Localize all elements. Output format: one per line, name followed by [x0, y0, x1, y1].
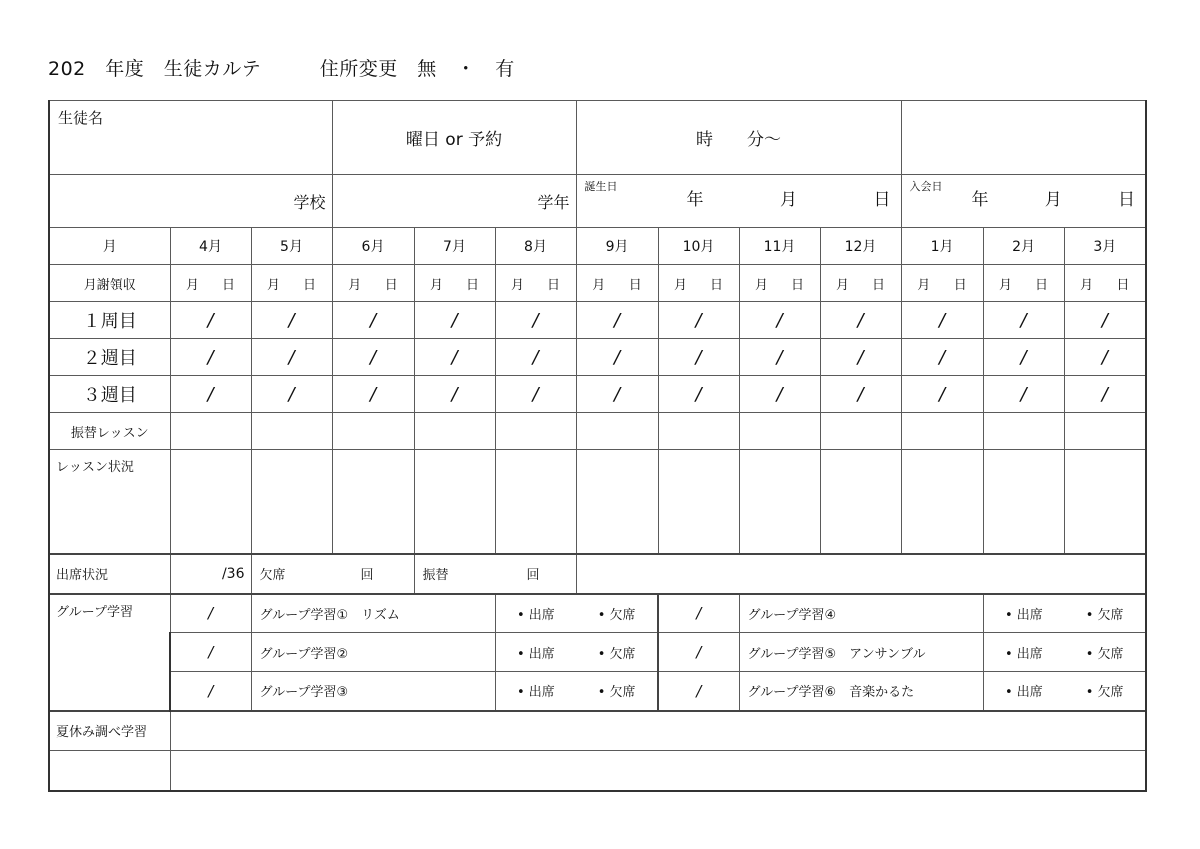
- months-header: 月: [49, 228, 170, 265]
- birthday-day: 日: [873, 189, 891, 210]
- week-cell[interactable]: /: [820, 376, 901, 413]
- school-label: 学校: [293, 192, 326, 212]
- month-col: 10月: [658, 228, 739, 265]
- absent-option[interactable]: • 欠席: [1085, 685, 1124, 701]
- present-option[interactable]: • 出席: [516, 685, 555, 701]
- group-row: [49, 672, 1146, 711]
- absent-cell[interactable]: [251, 554, 414, 594]
- fee-cell[interactable]: 月 日: [820, 265, 901, 302]
- group-date-cell[interactable]: /: [170, 672, 251, 711]
- week-cell[interactable]: /: [251, 339, 332, 376]
- week-row: [49, 302, 1146, 339]
- makeup-cell[interactable]: [414, 413, 495, 450]
- fee-label: 月謝領収: [49, 265, 170, 302]
- lesson-status-cell[interactable]: [1064, 450, 1146, 554]
- lesson-status-cell[interactable]: [495, 450, 576, 554]
- day-label: 曜日 or 予約: [405, 130, 503, 150]
- week-cell[interactable]: /: [1064, 302, 1146, 339]
- summary-cell[interactable]: [170, 711, 1146, 751]
- lesson-status-label: レッスン状況: [49, 450, 170, 554]
- fee-cell[interactable]: 月 日: [739, 265, 820, 302]
- week-cell[interactable]: /: [495, 302, 576, 339]
- attendance-total[interactable]: /36: [170, 554, 251, 594]
- lesson-status-cell[interactable]: [820, 450, 901, 554]
- week-cell[interactable]: /: [658, 376, 739, 413]
- group-date-cell[interactable]: /: [170, 633, 251, 672]
- makeup-cell[interactable]: [495, 413, 576, 450]
- attendance-makeup-times: 回: [526, 568, 540, 583]
- summary-label: 夏休み調べ学習: [49, 711, 170, 751]
- month-col: 9月: [576, 228, 658, 265]
- week-cell[interactable]: /: [739, 302, 820, 339]
- makeup-cell[interactable]: [251, 413, 332, 450]
- join-day: 日: [1118, 189, 1136, 210]
- summary-cell[interactable]: [170, 751, 1146, 791]
- week-cell[interactable]: /: [251, 376, 332, 413]
- week-cell[interactable]: /: [658, 339, 739, 376]
- week-label: １周目: [49, 302, 170, 339]
- week-cell[interactable]: /: [1064, 376, 1146, 413]
- fee-cell[interactable]: 月 日: [658, 265, 739, 302]
- day-cell[interactable]: [332, 101, 576, 175]
- makeup-cell[interactable]: [739, 413, 820, 450]
- week-row: [49, 339, 1146, 376]
- join-year: 年: [971, 189, 989, 210]
- lesson-status-cell[interactable]: [576, 450, 658, 554]
- week-cell[interactable]: /: [332, 339, 414, 376]
- absent-option[interactable]: • 欠席: [1085, 607, 1124, 623]
- present-option[interactable]: • 出席: [1005, 607, 1043, 623]
- group-item: グループ学習⑥ 音楽かるた: [739, 672, 983, 711]
- attendance-row: [49, 554, 1146, 594]
- lesson-status-cell[interactable]: [901, 450, 983, 554]
- student-name-label: 生徒名: [58, 109, 104, 127]
- group-date-cell[interactable]: /: [658, 594, 739, 633]
- makeup-cell[interactable]: [170, 413, 251, 450]
- makeup-cell[interactable]: [576, 413, 658, 450]
- week-cell[interactable]: /: [414, 302, 495, 339]
- fee-cell[interactable]: 月 日: [901, 265, 983, 302]
- group-item: グループ学習②: [251, 633, 495, 672]
- week-cell[interactable]: /: [820, 302, 901, 339]
- week-row: [49, 376, 1146, 413]
- week-cell[interactable]: /: [170, 339, 251, 376]
- student-name-cell[interactable]: [49, 101, 332, 175]
- time-cell[interactable]: [576, 101, 901, 175]
- week-cell[interactable]: /: [414, 376, 495, 413]
- group-row: [49, 633, 1146, 672]
- makeup-cell[interactable]: [820, 413, 901, 450]
- fee-cell[interactable]: 月 日: [576, 265, 658, 302]
- makeup-label: 振替レッスン: [49, 413, 170, 450]
- group-attendance[interactable]: [495, 633, 658, 672]
- absent-times: 回: [360, 568, 374, 583]
- fee-cell[interactable]: 月 日: [495, 265, 576, 302]
- week-cell[interactable]: /: [901, 376, 983, 413]
- group-date-cell[interactable]: /: [658, 672, 739, 711]
- makeup-row: [49, 413, 1146, 450]
- lesson-status-cell[interactable]: [414, 450, 495, 554]
- makeup-cell[interactable]: [1064, 413, 1146, 450]
- summary-row: [49, 751, 1146, 791]
- join-date-label: 入会日: [909, 180, 943, 193]
- fee-cell[interactable]: 月 日: [1064, 265, 1146, 302]
- join-date-cell[interactable]: [901, 175, 1146, 228]
- join-month: 月: [1044, 189, 1062, 210]
- week-label: ２週目: [49, 339, 170, 376]
- week-cell[interactable]: /: [170, 376, 251, 413]
- group-attendance[interactable]: [495, 594, 658, 633]
- group-date-cell[interactable]: /: [170, 594, 251, 633]
- summary-blank-label: [49, 751, 170, 791]
- week-cell[interactable]: /: [739, 339, 820, 376]
- week-cell[interactable]: /: [251, 302, 332, 339]
- group-attendance[interactable]: [983, 633, 1146, 672]
- lesson-status-row: [49, 450, 1146, 554]
- week-cell[interactable]: /: [901, 302, 983, 339]
- month-col: 4月: [170, 228, 251, 265]
- week-cell[interactable]: /: [495, 376, 576, 413]
- attendance-makeup-label: 振替: [422, 568, 449, 583]
- attendance-label: 出席状況: [49, 554, 170, 594]
- absent-option[interactable]: • 欠席: [597, 607, 636, 623]
- fee-cell[interactable]: 月 日: [332, 265, 414, 302]
- fee-cell[interactable]: 月 日: [414, 265, 495, 302]
- page-title: 202 年度 生徒カルテ 住所変更 無 ・ 有: [48, 58, 515, 80]
- month-col: 5月: [251, 228, 332, 265]
- fee-cell[interactable]: 月 日: [983, 265, 1064, 302]
- makeup-cell[interactable]: [983, 413, 1064, 450]
- month-col: 12月: [820, 228, 901, 265]
- week-cell[interactable]: /: [170, 302, 251, 339]
- birthday-cell[interactable]: [576, 175, 901, 228]
- week-cell[interactable]: /: [576, 339, 658, 376]
- absent-option[interactable]: • 欠席: [597, 685, 636, 701]
- week-cell[interactable]: /: [983, 376, 1064, 413]
- blank-cell[interactable]: [901, 101, 1146, 175]
- grade-cell[interactable]: [332, 175, 576, 228]
- summary-row: [49, 711, 1146, 751]
- group-attendance[interactable]: [983, 672, 1146, 711]
- lesson-status-cell[interactable]: [170, 450, 251, 554]
- attendance-makeup-cell[interactable]: [414, 554, 576, 594]
- absent-option[interactable]: • 欠席: [597, 646, 636, 662]
- week-cell[interactable]: /: [576, 302, 658, 339]
- time-label: 時 分～: [696, 130, 782, 150]
- group-attendance[interactable]: [983, 594, 1146, 633]
- present-option[interactable]: • 出席: [516, 646, 555, 662]
- group-item: グループ学習④: [739, 594, 983, 633]
- month-col: 11月: [739, 228, 820, 265]
- week-cell[interactable]: /: [1064, 339, 1146, 376]
- makeup-cell[interactable]: [658, 413, 739, 450]
- birthday-label: 誕生日: [584, 180, 618, 193]
- group-item: グループ学習① リズム: [251, 594, 495, 633]
- present-option[interactable]: • 出席: [1005, 685, 1043, 701]
- birthday-month: 月: [780, 189, 798, 210]
- makeup-cell[interactable]: [901, 413, 983, 450]
- attendance-blank[interactable]: [576, 554, 1146, 594]
- week-label: ３週目: [49, 376, 170, 413]
- month-col: 6月: [332, 228, 414, 265]
- present-option[interactable]: • 出席: [1005, 646, 1043, 662]
- week-cell[interactable]: /: [332, 302, 414, 339]
- week-cell[interactable]: /: [820, 339, 901, 376]
- grade-label: 学年: [537, 192, 570, 212]
- month-col: 1月: [901, 228, 983, 265]
- group-row: [49, 594, 1146, 633]
- lesson-status-cell[interactable]: [251, 450, 332, 554]
- lesson-status-cell[interactable]: [658, 450, 739, 554]
- makeup-cell[interactable]: [332, 413, 414, 450]
- week-cell[interactable]: /: [576, 376, 658, 413]
- week-cell[interactable]: /: [983, 302, 1064, 339]
- group-item: グループ学習③: [251, 672, 495, 711]
- group-label: グループ学習: [49, 594, 170, 711]
- fee-cell[interactable]: 月 日: [251, 265, 332, 302]
- lesson-status-cell[interactable]: [983, 450, 1064, 554]
- present-option[interactable]: • 出席: [516, 607, 555, 623]
- week-cell[interactable]: /: [414, 339, 495, 376]
- week-cell[interactable]: /: [739, 376, 820, 413]
- absent-label: 欠席: [259, 568, 286, 583]
- week-cell[interactable]: /: [658, 302, 739, 339]
- lesson-status-cell[interactable]: [332, 450, 414, 554]
- month-col: 7月: [414, 228, 495, 265]
- fee-row: [49, 265, 1146, 302]
- lesson-status-cell[interactable]: [739, 450, 820, 554]
- birthday-year: 年: [686, 189, 704, 210]
- week-cell[interactable]: /: [983, 339, 1064, 376]
- month-col: 2月: [983, 228, 1064, 265]
- absent-option[interactable]: • 欠席: [1085, 646, 1124, 662]
- fee-cell[interactable]: 月 日: [170, 265, 251, 302]
- group-attendance[interactable]: [495, 672, 658, 711]
- week-cell[interactable]: /: [332, 376, 414, 413]
- school-cell[interactable]: [49, 175, 332, 228]
- student-record-table: [48, 100, 1147, 792]
- month-col: 8月: [495, 228, 576, 265]
- group-item: グループ学習⑤ アンサンブル: [739, 633, 983, 672]
- month-col: 3月: [1064, 228, 1146, 265]
- group-date-cell[interactable]: /: [658, 633, 739, 672]
- week-cell[interactable]: /: [901, 339, 983, 376]
- week-cell[interactable]: /: [495, 339, 576, 376]
